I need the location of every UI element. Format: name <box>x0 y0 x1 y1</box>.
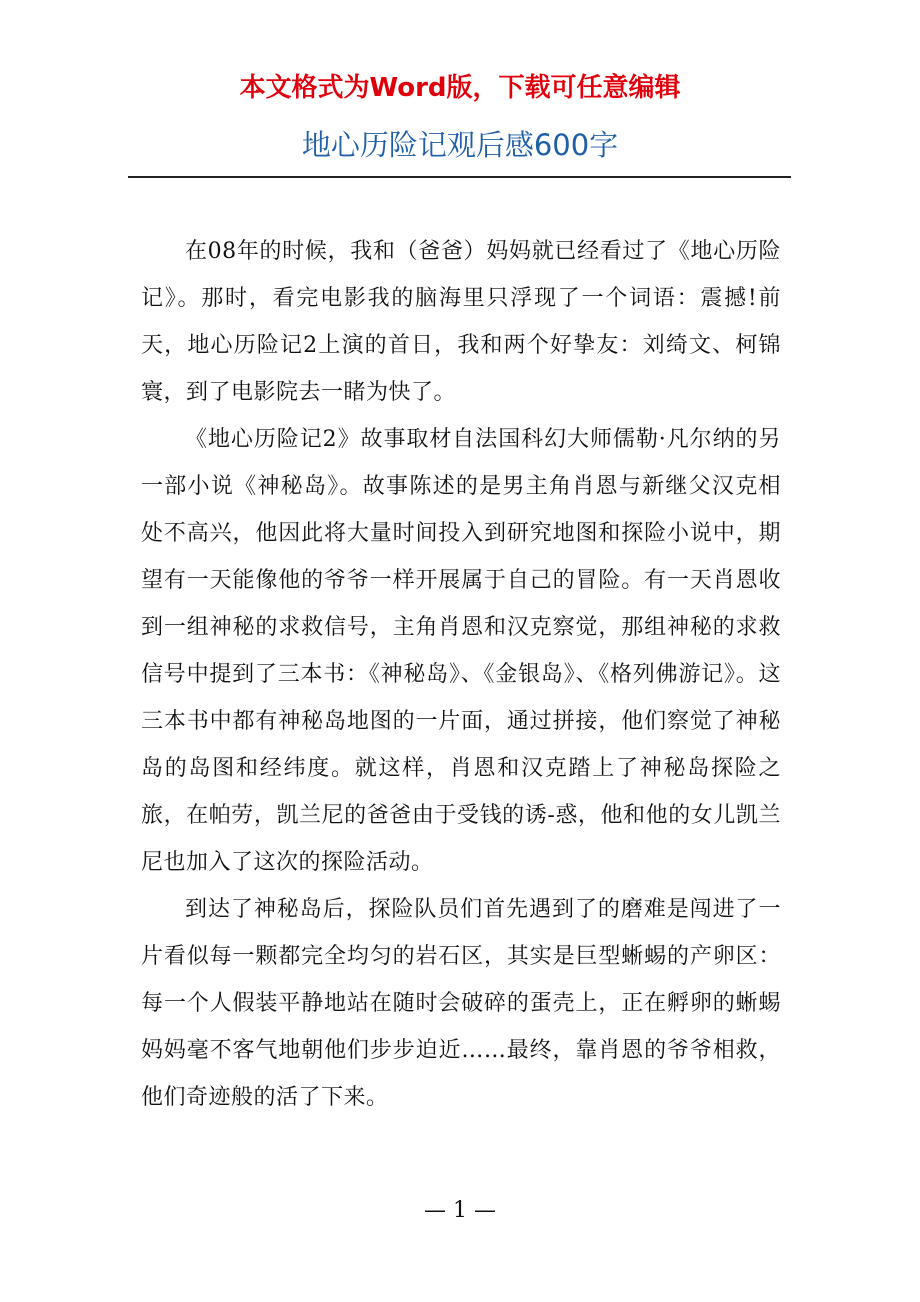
document-body <box>141 228 781 1121</box>
document-title: 地心历险记观后感600字 <box>301 128 619 162</box>
format-notice: 本文格式为Word版，下载可任意编辑 <box>239 73 681 103</box>
paragraph-3: 到达了神秘岛后，探险队员们首先遇到了的磨难是闯进了一片看似每一颗都完全均匀的岩石区，其实是巨型蜥蜴的产卵区：每一个人假装平静地站在随时会破碎的蛋壳上，正在孵卵的蜥蜴妈妈毫不客气地朝他们步步迫近……最终，靠肖恩的爷爷相救，他们奇迹般的活了下来。 <box>141 897 781 1110</box>
paragraph-2: 《地心历险记2》故事取材自法国科幻大师儒勒·凡尔纳的另一部小说《神秘岛》。故事陈述的是男主角肖恩与新继父汉克相处不高兴，他因此将大量时间投入到研究地图和探险小说中，期望有一天能像他的爷爷一样开展属于自己的冒险。有一天肖恩收到一组神秘的求救信号，主角肖恩和汉克察觉，那组神秘的求救信号中提到了三本书：《神秘岛》、《金银岛》、《格列佛游记》。这三本书中都有神秘岛地图的一片面，通过拼接，他们察觉了神秘岛的岛图和经纬度。就这样，肖恩和汉克踏上了神秘岛探险之旅，在帕劳，凯兰尼的爸爸由于受钱的诱-惑，他和他的女儿凯兰尼也加入了这次的探险活动。 <box>141 427 781 875</box>
paragraph-1: 在08年的时候，我和（爸爸）妈妈就已经看过了《地心历险记》。那时，看完电影我的脑海里只浮现了一个词语：震撼!前天，地心历险记2上演的首日，我和两个好挚友：刘绮文、柯锦寰，到了电影院去一睹为快了。 <box>141 239 781 405</box>
page-number: — 1 — <box>424 1198 496 1223</box>
title-divider <box>128 176 791 178</box>
